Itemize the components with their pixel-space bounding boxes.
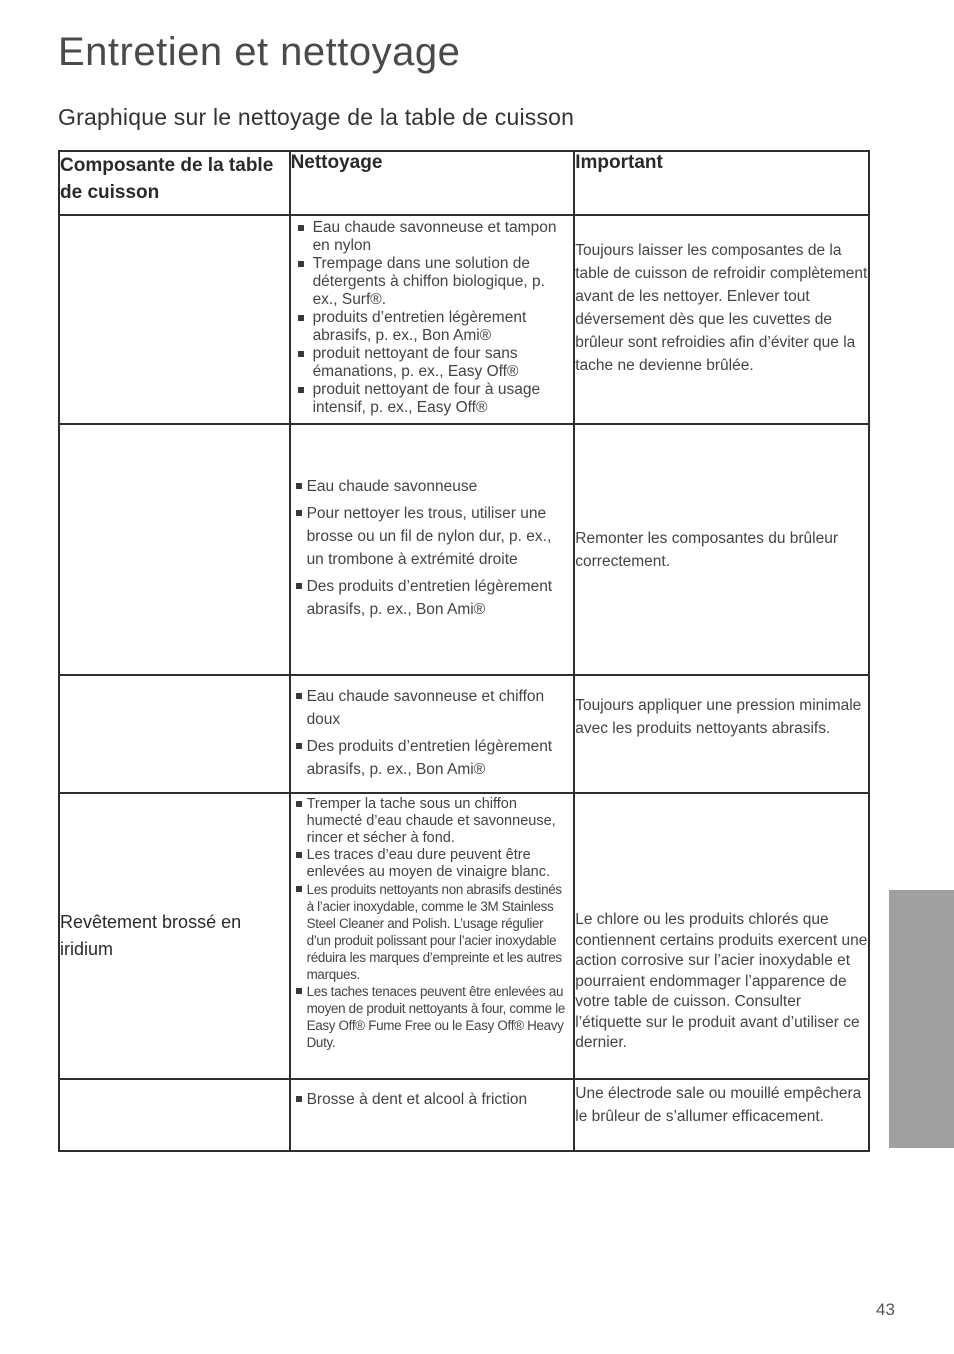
list-item: Tremper la tache sous un chiffon humecté d’eau chaude et savonneuse, rincer et sécher à fond. xyxy=(293,796,570,847)
list-item: Des produits d’entretien légèrement abrasifs, p. ex., Bon Ami® xyxy=(293,735,570,781)
list-item: Brosse à dent et alcool à friction xyxy=(293,1088,570,1111)
list-item: Des produits d’entretien légèrement abrasifs, p. ex., Bon Ami® xyxy=(293,575,570,621)
cleaning-cell xyxy=(290,424,575,675)
list-item: produit nettoyant de four sans émanations, p. ex., Easy Off® xyxy=(293,345,570,381)
list-item: Pour nettoyer les trous, utiliser une brosse ou un fil de nylon dur, p. ex., un trombone à extrémité droite xyxy=(293,502,570,571)
list-item: produit nettoyant de four à usage intensif, p. ex., Easy Off® xyxy=(293,381,570,417)
component-cell xyxy=(59,424,290,675)
cleaning-cell xyxy=(290,675,575,793)
important-cell: Le chlore ou les produits chlorés que contiennent certains produits exercent une action corrosive sur l’acier inoxydable et pourraient endommager l’apparence de votre table de cuisson. Consulter l’étiquette sur le produit avant d’utiliser ce dernier. xyxy=(574,793,869,1079)
cleaning-list xyxy=(291,1088,574,1111)
list-item: Eau chaude savonneuse et chiffon doux xyxy=(293,685,570,731)
list-item: Les traces d’eau dure peuvent être enlevées au moyen de vinaigre blanc. xyxy=(293,847,570,881)
list-item: Les produits nettoyants non abrasifs destinés à l’acier inoxydable, comme le 3M Stainless Steel Cleaner and Polish. L’usage régulier d’un produit polissant pour l’acier inoxydable réduira les marques d’empreinte et les autres marques. xyxy=(293,881,570,983)
table-row xyxy=(59,424,869,675)
list-item: Les taches tenaces peuvent être enlevées au moyen de produit nettoyants à four, comme le Easy Off® Fume Free ou le Easy Off® Heavy Duty. xyxy=(293,983,570,1051)
page-number: 43 xyxy=(876,1300,895,1319)
component-cell xyxy=(59,215,290,424)
important-cell: Toujours laisser les composantes de la table de cuisson de refroidir complètement avant de les nettoyer. Enlever tout déversement dès que les cuvettes de brûleur sont refroidies afin d’éviter que la tache ne devienne brûlée. xyxy=(574,215,869,424)
list-item: Eau chaude savonneuse et tampon en nylon xyxy=(293,219,570,255)
table-row xyxy=(59,1079,869,1151)
component-cell xyxy=(59,675,290,793)
cleaning-cell xyxy=(290,215,575,424)
header-component: Composante de la table de cuisson xyxy=(59,151,290,215)
cleaning-list xyxy=(291,475,574,621)
component-cell: Revêtement brossé en iridium xyxy=(59,793,290,1079)
component-cell xyxy=(59,1079,290,1151)
table-row xyxy=(59,793,869,1079)
important-cell: Toujours appliquer une pression minimale avec les produits nettoyants abrasifs. xyxy=(574,675,869,793)
header-important: Important xyxy=(574,151,869,215)
list-item: Trempage dans une solution de détergents à chiffon biologique, p. ex., Surf®. xyxy=(293,255,570,309)
important-cell: Une électrode sale ou mouillé empêchera le brûleur de s’allumer efficacement. xyxy=(574,1079,869,1151)
table-heading: Graphique sur le nettoyage de la table de cuisson xyxy=(58,104,575,130)
cleaning-list xyxy=(291,796,574,1051)
page-title: Entretien et nettoyage xyxy=(58,30,461,74)
cleaning-list xyxy=(291,219,574,417)
table-row xyxy=(59,215,869,424)
list-item: produits d’entretien légèrement abrasifs, p. ex., Bon Ami® xyxy=(293,309,570,345)
important-cell: Remonter les composantes du brûleur correctement. xyxy=(574,424,869,675)
section-side-tab xyxy=(889,890,954,1148)
cleaning-list xyxy=(291,685,574,781)
cleaning-cell xyxy=(290,793,575,1079)
cleaning-cell xyxy=(290,1079,575,1151)
list-item: Eau chaude savonneuse xyxy=(293,475,570,498)
table-header-row xyxy=(59,151,869,215)
table-row xyxy=(59,675,869,793)
cleaning-chart-table xyxy=(58,150,870,1152)
header-cleaning: Nettoyage xyxy=(290,151,575,215)
